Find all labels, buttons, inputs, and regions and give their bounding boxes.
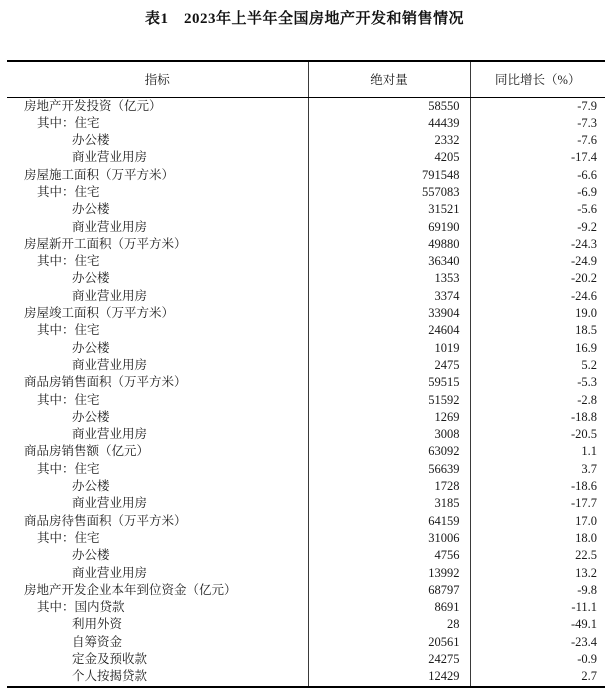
yoy-growth-cell: -0.9 <box>577 652 597 666</box>
yoy-growth-cell: 19.0 <box>575 306 597 321</box>
table-row <box>7 219 605 236</box>
absolute-value-cell: 33904 <box>308 305 470 322</box>
yoy-growth-cell: 18.5 <box>575 323 597 338</box>
absolute-value-cell: 1269 <box>308 409 470 426</box>
absolute-value-cell: 4756 <box>308 547 470 564</box>
table-row <box>7 149 605 166</box>
absolute-value-cell: 1019 <box>308 340 470 357</box>
indicator-cell: 其中：住宅 <box>7 392 308 409</box>
indicator-cell: 商品房销售额（亿元） <box>7 443 308 460</box>
absolute-value-cell: 2475 <box>308 357 470 374</box>
yoy-growth-cell: 3.7 <box>581 461 597 476</box>
yoy-growth-cell: -5.3 <box>577 375 597 390</box>
indicator-cell: 其中：住宅 <box>7 253 308 270</box>
yoy-growth-cell: -24.3 <box>570 236 597 251</box>
table-row <box>7 270 605 287</box>
absolute-value-cell: 24275 <box>308 651 470 668</box>
yoy-growth-cell: 5.2 <box>581 357 597 372</box>
indicator-cell: 办公楼 <box>7 340 308 357</box>
absolute-value-cell: 8691 <box>308 599 470 616</box>
absolute-value-cell: 1353 <box>308 270 470 287</box>
table-row <box>7 530 605 547</box>
absolute-value-cell: 557083 <box>308 184 470 201</box>
indicator-cell: 商品房待售面积（万平方米） <box>7 513 308 530</box>
table-row <box>7 132 605 149</box>
table-row <box>7 201 605 218</box>
absolute-value-cell: 58550 <box>308 97 470 115</box>
absolute-value-cell: 2332 <box>308 132 470 149</box>
indicator-cell: 其中：住宅 <box>7 184 308 201</box>
table-row <box>7 582 605 599</box>
indicator-cell: 房屋竣工面积（万平方米） <box>7 305 308 322</box>
indicator-cell: 办公楼 <box>7 547 308 564</box>
absolute-value-cell: 59515 <box>308 374 470 391</box>
indicator-cell: 定金及预收款 <box>7 651 308 668</box>
absolute-value-cell: 3374 <box>308 288 470 305</box>
table-row <box>7 115 605 132</box>
yoy-growth-cell: -49.1 <box>570 617 597 632</box>
yoy-growth-cell: 17.0 <box>575 513 597 528</box>
indicator-cell: 办公楼 <box>7 270 308 287</box>
table-row <box>7 634 605 651</box>
indicator-cell: 商业营业用房 <box>7 565 308 582</box>
table-row <box>7 547 605 564</box>
indicator-cell: 其中：住宅 <box>7 530 308 547</box>
table-row <box>7 392 605 409</box>
yoy-growth-cell: -18.6 <box>570 479 597 494</box>
yoy-growth-cell: -24.6 <box>570 288 597 303</box>
indicator-cell: 商业营业用房 <box>7 357 308 374</box>
yoy-growth-cell: -9.8 <box>577 582 597 597</box>
indicator-cell: 个人按揭贷款 <box>7 668 308 686</box>
absolute-value-cell: 63092 <box>308 443 470 460</box>
yoy-growth-cell: -20.5 <box>570 427 597 442</box>
yoy-growth-cell: 16.9 <box>575 340 597 355</box>
table-row <box>7 565 605 582</box>
yoy-growth-cell: -23.4 <box>570 634 597 649</box>
table-row <box>7 184 605 201</box>
yoy-growth-cell: -24.9 <box>570 254 597 269</box>
yoy-growth-cell: -18.8 <box>570 409 597 424</box>
indicator-cell: 商业营业用房 <box>7 426 308 443</box>
absolute-value-cell: 12429 <box>308 668 470 686</box>
absolute-value-cell: 24604 <box>308 322 470 339</box>
indicator-cell: 房地产开发投资（亿元） <box>7 97 308 115</box>
yoy-growth-cell: -17.4 <box>570 150 597 165</box>
indicator-cell: 房屋施工面积（万平方米） <box>7 167 308 184</box>
table-row <box>7 513 605 530</box>
indicator-cell: 其中：住宅 <box>7 115 308 132</box>
table-row <box>7 668 605 686</box>
absolute-value-cell: 68797 <box>308 582 470 599</box>
table-row <box>7 322 605 339</box>
column-header-indicator: 指标 <box>7 61 308 97</box>
yoy-growth-cell: -5.6 <box>577 202 597 217</box>
table-row <box>7 426 605 443</box>
table-row <box>7 616 605 633</box>
yoy-growth-cell: -20.2 <box>570 271 597 286</box>
table-row <box>7 288 605 305</box>
indicator-cell: 自筹资金 <box>7 634 308 651</box>
yoy-growth-cell: 1.1 <box>581 444 597 459</box>
absolute-value-cell: 56639 <box>308 461 470 478</box>
table-row <box>7 461 605 478</box>
header-row <box>7 61 605 97</box>
indicator-cell: 商业营业用房 <box>7 288 308 305</box>
indicator-cell: 商品房销售面积（万平方米） <box>7 374 308 391</box>
table-row <box>7 236 605 253</box>
yoy-growth-cell: 2.7 <box>581 669 597 684</box>
yoy-growth-cell: -17.7 <box>570 496 597 511</box>
indicator-cell: 办公楼 <box>7 409 308 426</box>
yoy-growth-cell: -11.1 <box>571 600 597 615</box>
indicator-cell: 房屋新开工面积（万平方米） <box>7 236 308 253</box>
page-title: 表1 2023年上半年全国房地产开发和销售情况 <box>144 11 464 27</box>
indicator-cell: 房地产开发企业本年到位资金（亿元） <box>7 582 308 599</box>
absolute-value-cell: 4205 <box>308 149 470 166</box>
absolute-value-cell: 791548 <box>308 167 470 184</box>
absolute-value-cell: 64159 <box>308 513 470 530</box>
indicator-cell: 商业营业用房 <box>7 495 308 512</box>
yoy-growth-cell: -9.2 <box>577 219 597 234</box>
yoy-growth-cell: -7.6 <box>577 133 597 148</box>
yoy-growth-cell: 13.2 <box>575 565 597 580</box>
absolute-value-cell: 31521 <box>308 201 470 218</box>
absolute-value-cell: 44439 <box>308 115 470 132</box>
table-row <box>7 599 605 616</box>
column-header-absolute-value: 绝对量 <box>308 61 470 97</box>
yoy-growth-cell: -7.9 <box>577 98 597 113</box>
absolute-value-cell: 49880 <box>308 236 470 253</box>
indicator-cell: 办公楼 <box>7 478 308 495</box>
table-row <box>7 409 605 426</box>
indicator-cell: 其中：国内贷款 <box>7 599 308 616</box>
column-header-yoy-growth: 同比增长（%） <box>470 61 605 97</box>
indicator-cell: 其中：住宅 <box>7 322 308 339</box>
table-body <box>7 97 605 687</box>
absolute-value-cell: 1728 <box>308 478 470 495</box>
absolute-value-cell: 20561 <box>308 634 470 651</box>
table-row <box>7 443 605 460</box>
absolute-value-cell: 28 <box>308 616 470 633</box>
table-row <box>7 478 605 495</box>
absolute-value-cell: 36340 <box>308 253 470 270</box>
table-row <box>7 97 605 115</box>
table-row <box>7 305 605 322</box>
indicator-cell: 商业营业用房 <box>7 149 308 166</box>
yoy-growth-cell: -6.9 <box>577 184 597 199</box>
indicator-cell: 办公楼 <box>7 132 308 149</box>
table-row <box>7 340 605 357</box>
yoy-growth-cell: -7.3 <box>577 115 597 130</box>
table-row <box>7 253 605 270</box>
table-row <box>7 651 605 668</box>
table-row <box>7 495 605 512</box>
absolute-value-cell: 13992 <box>308 565 470 582</box>
yoy-growth-cell: 18.0 <box>575 530 597 545</box>
indicator-cell: 其中：住宅 <box>7 461 308 478</box>
table-row <box>7 374 605 391</box>
indicator-cell: 利用外资 <box>7 616 308 633</box>
yoy-growth-cell: 22.5 <box>575 548 597 563</box>
absolute-value-cell: 3185 <box>308 495 470 512</box>
indicator-cell: 商业营业用房 <box>7 219 308 236</box>
absolute-value-cell: 3008 <box>308 426 470 443</box>
indicator-cell: 办公楼 <box>7 201 308 218</box>
absolute-value-cell: 31006 <box>308 530 470 547</box>
absolute-value-cell: 51592 <box>308 392 470 409</box>
yoy-growth-cell: -2.8 <box>577 392 597 407</box>
statistics-table <box>7 60 605 688</box>
absolute-value-cell: 69190 <box>308 219 470 236</box>
table-row <box>7 167 605 184</box>
table-row <box>7 357 605 374</box>
yoy-growth-cell: -6.6 <box>577 167 597 182</box>
